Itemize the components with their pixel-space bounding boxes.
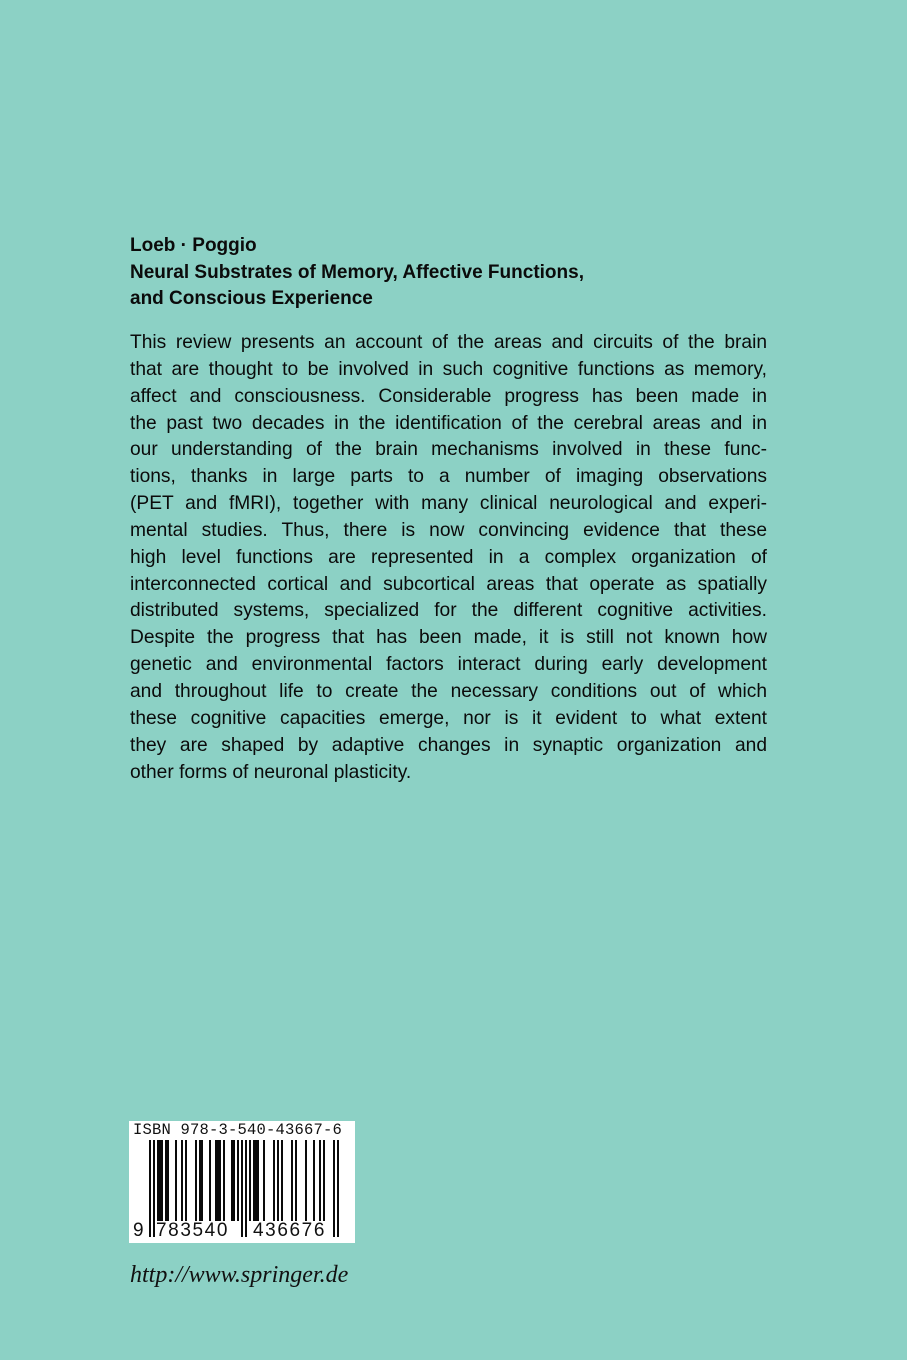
book-description — [130, 330, 767, 786]
barcode-bar — [231, 1140, 235, 1221]
description-line: high level functions are represented in a complex organization of — [130, 546, 767, 568]
barcode-bar — [319, 1140, 321, 1221]
description-line: and throughout life to create the necessary conditions out of which — [130, 680, 767, 702]
description-line: genetic and environmental factors interact during early development — [130, 654, 767, 676]
book-header — [130, 233, 790, 313]
barcode-bar — [313, 1140, 315, 1221]
barcode-guard-bar — [153, 1140, 155, 1237]
ean-right-group: 436676 — [253, 1220, 327, 1241]
ean-left-group: 783540 — [156, 1220, 230, 1241]
ean-first-digit: 9 — [133, 1220, 146, 1241]
title-line-1: Neural Substrates of Memory, Affective Functions, — [130, 261, 584, 283]
description-line: Despite the progress that has been made, it is still not known how — [130, 627, 767, 649]
description-line: that are thought to be involved in such cognitive functions as memory, — [130, 358, 767, 380]
barcode-bar — [305, 1140, 307, 1221]
barcode-guard-bar — [337, 1140, 339, 1237]
barcode-guard-bar — [333, 1140, 335, 1237]
description-line: tions, thanks in large parts to a number of imaging observations — [130, 466, 767, 488]
barcode-bar — [277, 1140, 279, 1221]
description-line: affect and consciousness. Considerable progress has been made in — [130, 385, 767, 407]
barcode-bar — [165, 1140, 169, 1221]
authors: Loeb · Poggio — [130, 235, 257, 256]
barcode-bar — [281, 1140, 283, 1221]
barcode-bar — [291, 1140, 293, 1221]
barcode-bar — [185, 1140, 187, 1221]
barcode-bar — [199, 1140, 203, 1221]
description-line: they are shaped by adaptive changes in synaptic organization and — [130, 734, 767, 756]
description-line: these cognitive capacities emerge, nor is it evident to what extent — [130, 707, 767, 729]
barcode-bar — [195, 1140, 197, 1221]
description-line: (PET and fMRI), together with many clinical neurological and experi- — [130, 493, 767, 515]
barcode-guard-bar — [241, 1140, 243, 1237]
barcode-bar — [223, 1140, 225, 1221]
barcode-bar — [209, 1140, 211, 1221]
description-line: our understanding of the brain mechanisms involved in these func- — [130, 439, 767, 461]
description-line: mental studies. Thus, there is now convincing evidence that these — [130, 519, 767, 541]
barcode-bar — [215, 1140, 221, 1221]
barcode-bar — [263, 1140, 265, 1221]
description-line: This review presents an account of the areas and circuits of the brain — [130, 332, 767, 353]
barcode-bar — [295, 1140, 297, 1221]
isbn-label: ISBN 978-3-540-43667-6 — [133, 1121, 343, 1139]
barcode-bar — [181, 1140, 183, 1221]
barcode-guard-bar — [149, 1140, 151, 1237]
description-line: other forms of neuronal plasticity. — [130, 761, 412, 783]
barcode-bar — [157, 1140, 163, 1221]
barcode-bar — [253, 1140, 259, 1221]
isbn-barcode — [129, 1121, 355, 1243]
description-line: distributed systems, specialized for the different cognitive activities. — [130, 600, 767, 622]
publisher-url[interactable]: http://www.springer.de — [130, 1262, 349, 1288]
barcode-bar — [273, 1140, 275, 1221]
barcode-guard-bar — [245, 1140, 247, 1237]
barcode-bar — [323, 1140, 325, 1221]
title-line-2: and Conscious Experience — [130, 288, 373, 309]
description-line: interconnected cortical and subcortical areas that operate as spatially — [130, 573, 767, 595]
description-line: the past two decades in the identification of the cerebral areas and in — [130, 412, 767, 434]
barcode-bar — [175, 1140, 177, 1221]
barcode-bar — [237, 1140, 239, 1221]
barcode-bar — [249, 1140, 251, 1221]
